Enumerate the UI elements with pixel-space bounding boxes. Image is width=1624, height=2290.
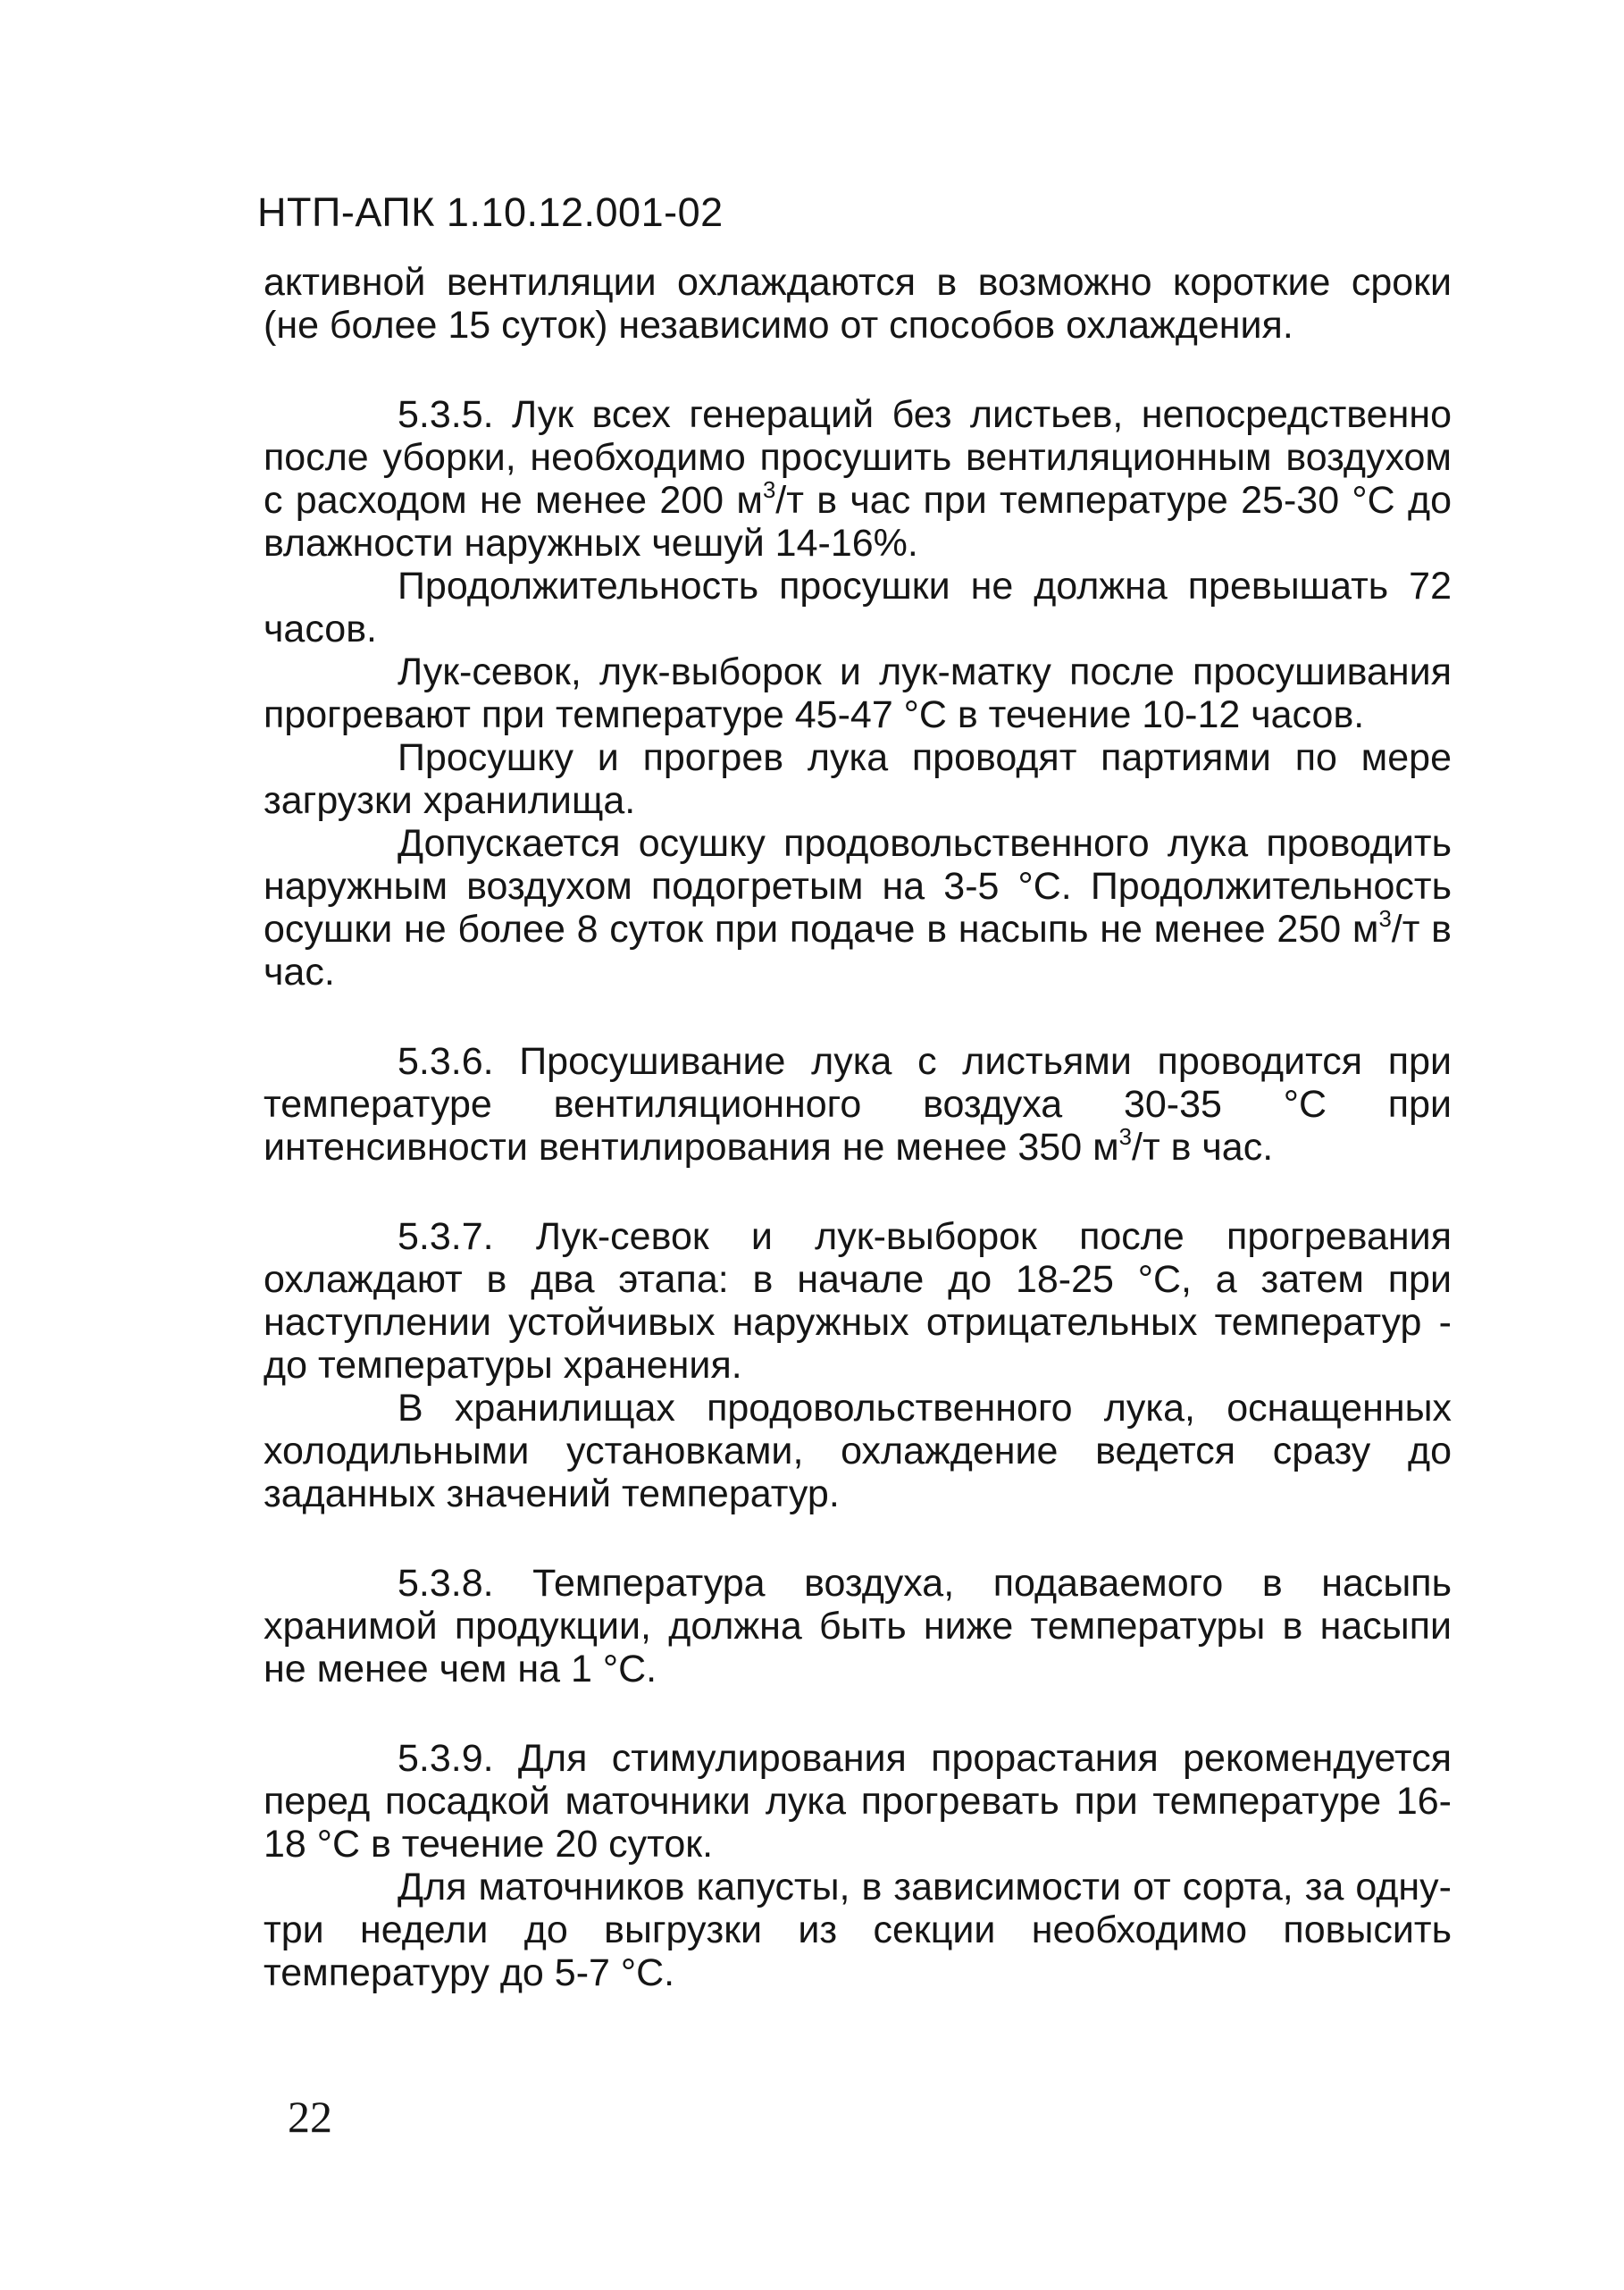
paragraph-batches: Просушку и прогрев лука проводят партиями по мере загрузки хранилища.	[264, 736, 1452, 822]
paragraph-drying-duration: Продолжительность просушки не должна превышать 72 часов.	[264, 565, 1452, 650]
paragraph-5-3-7: 5.3.7. Лук-севок и лук-выборок после прогревания охлаждают в два этапа: в начале до 18-25 °С, а затем при наступлении устойчивых наружных отрицательных температур - до температуры хранения.	[264, 1215, 1452, 1387]
body-block-1	[264, 261, 1452, 1994]
superscript: 3	[1378, 907, 1392, 933]
paragraph-5-3-9: 5.3.9. Для стимулирования прорастания рекомендуется перед посадкой маточники лука прогревать при температуре 16-18 °С в течение 20 суток.	[264, 1737, 1452, 1866]
paragraph-cabbage: Для маточников капусты, в зависимости от сорта, за одну-три недели до выгрузки из секции необходимо повысить температуру до 5-7 °С.	[264, 1866, 1452, 1994]
paragraph-refrigerated-storage: В хранилищах продовольственного лука, оснащенных холодильными установками, охлаждение ведется сразу до заданных значений температур.	[264, 1387, 1452, 1515]
paragraph-text: 5.3.5. Лук всех генераций без листьев, непосредственно после уборки, необходимо просушить вентиляционным воздухом с расходом не менее 200 м	[264, 393, 1452, 522]
paragraph-text: /т в час.	[264, 908, 1452, 994]
paragraph-outdoor-air-drying	[264, 822, 1452, 994]
paragraph-5-3-5	[264, 393, 1452, 565]
paragraph-text: /т в час.	[1132, 1126, 1274, 1169]
paragraph-text: 5.3.6. Просушивание лука с листьями проводится при температуре вентиляционного воздуха 30-35 °С при интенсивности вентилирования не менее 350 м	[264, 1040, 1452, 1169]
superscript: 3	[1118, 1125, 1132, 1151]
paragraph-text: Допускается осушку продовольственного лука проводить наружным воздухом подогретым на 3-5 °С. Продолжительность осушки не более 8 суток при подаче в насыпь не менее 250 м	[264, 822, 1452, 951]
paragraph-5-3-6	[264, 1040, 1452, 1169]
paragraph-text: /т в час при температуре 25-30 °С до влажности наружных чешуй 14-16%.	[264, 479, 1452, 565]
paragraph-continuation: активной вентиляции охлаждаются в возможно короткие сроки (не более 15 суток) независимо от способов охлаждения.	[264, 261, 1452, 347]
paragraph-heating: Лук-севок, лук-выборок и лук-матку после просушивания прогревают при температуре 45-47 °С в течение 10-12 часов.	[264, 650, 1452, 736]
paragraph-5-3-8: 5.3.8. Температура воздуха, подаваемого в насыпь хранимой продукции, должна быть ниже температуры в насыпи не менее чем на 1 °С.	[264, 1562, 1452, 1690]
document-code-header: НТП-АПК 1.10.12.001-02	[257, 189, 724, 235]
superscript: 3	[762, 478, 776, 504]
page-number: 22	[288, 2092, 332, 2142]
